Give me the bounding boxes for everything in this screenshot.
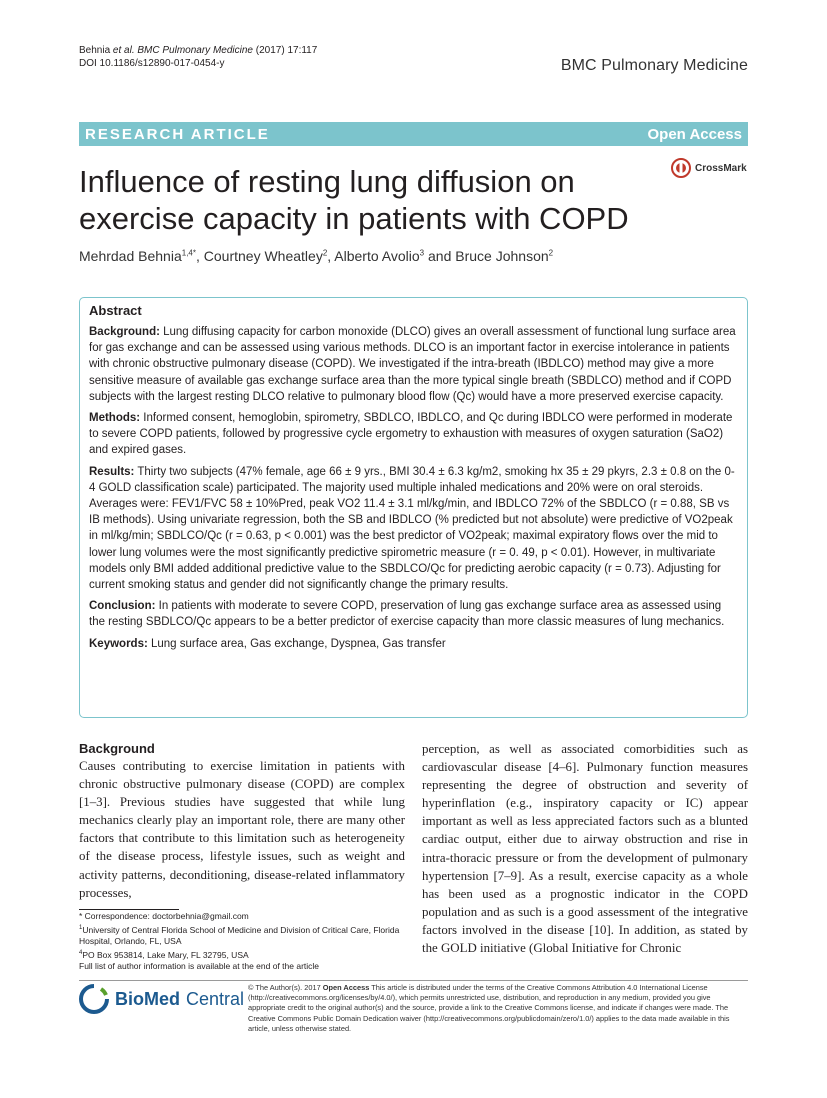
journal-name: BMC Pulmonary Medicine bbox=[560, 57, 748, 74]
footer-divider bbox=[79, 980, 748, 981]
body-paragraph: perception, as well as associated comorbidities such as cardiovascular disease [4–6]. Pulmonary function measures representing the degree of obstruction and severity of hyperinflation (e.g., inspiratory capacity or IC) appear important as well as less appreciated factors such as a blunted cardiac output, either due to airway obstruction and rise in intra-thoracic pressure or from the development of pulmonary hypertension [7–9]. As a result, exercise capacity as a whole has been used as a prognostic indicator in the COPD population and as such is a good assessment of the integrative factors involved in the disease [10]. In addition, as stated by the GOLD initiative (Global Initiative for Chronic bbox=[422, 742, 748, 956]
abstract-conclusion: Conclusion: In patients with moderate to severe COPD, preservation of lung gas exchange surface area as assessed using the resting SBDLCO/Qc appears to be a better predictor of exercise capacity than more classic measures of lung mechanics. bbox=[89, 600, 725, 629]
footnote-divider bbox=[79, 909, 179, 910]
open-access-label: Open Access bbox=[647, 125, 742, 143]
body-paragraph: Causes contributing to exercise limitation in patients with chronic obstructive pulmonary disease (COPD) are complex [1–3]. Previous studies have suggested that while lung mechanics clearly play an important role, there are many other factors that contribute to this limitation such as heterogeneity of the disease process, lifestyle issues, such as weight and activity patterns, deconditioning, disease-related inflammatory processes, bbox=[79, 759, 405, 900]
biomed-central-logo-icon bbox=[79, 984, 109, 1014]
abstract-keywords: Keywords: Lung surface area, Gas exchange, Dyspnea, Gas transfer bbox=[89, 637, 446, 650]
crossmark-label: CrossMark bbox=[695, 162, 747, 174]
article-type-label: RESEARCH ARTICLE bbox=[85, 125, 270, 143]
footnotes bbox=[79, 911, 405, 973]
license-statement: © The Author(s). 2017 Open Access This article is distributed under the terms of the Creative Commons Attribution 4.0 International License (http://creativecommons.org/licenses/by/4.0/), which permits unrestricted use, distribution, and reproduction in any medium, provided you give appropriate credit to the original author(s) and the source, provide a link to the Creative Commons license, and indicate if changes were made. The Creative Commons Public Domain Dedication waiver (http://creativecommons.org/publicdomain/zero/1.0/) applies to the data made available in this article, unless otherwise stated. bbox=[248, 983, 730, 1033]
article-title: Influence of resting lung diffusion on exercise capacity in patients with COPD bbox=[79, 164, 629, 236]
author-list: Mehrdad Behnia$^{1,4*}$, Courtney Wheatley$^2$, Alberto Avolio$^3$ and Bruce Johnson$^2$ bbox=[79, 248, 554, 264]
affiliation-4: $^4$PO Box 953814, Lake Mary, FL 32795, USA bbox=[79, 949, 249, 960]
citation-line-1: Behnia et al. BMC Pulmonary Medicine (2017) 17:117 bbox=[79, 45, 318, 56]
crossmark-badge[interactable] bbox=[671, 158, 747, 178]
logo-text-light: Central bbox=[186, 988, 245, 1009]
logo-text-bold: BioMed bbox=[115, 988, 180, 1009]
author-name: Mehrdad Behnia bbox=[79, 248, 182, 264]
author-name: , Courtney Wheatley bbox=[195, 248, 323, 264]
body-column-right bbox=[422, 740, 748, 957]
crossmark-icon bbox=[671, 158, 691, 178]
abstract-methods: Methods: Informed consent, hemoglobin, spirometry, SBDLCO, IBDLCO, and Qc during IBDLCO were performed in moderate to severe COPD patients, followed by progressive cycle ergometry to exhaustion with measures of oxygen saturation (SaO2) and expired gases. bbox=[89, 412, 733, 457]
abstract-heading: Abstract bbox=[89, 303, 142, 318]
abstract-results: Results: Thirty two subjects (47% female, age 66 ± 9 yrs., BMI 30.4 ± 6.3 kg/m2, smoking hx 35 ± 29 pkyrs, 2.3 ± 0.8 on the 0-4 GOLD classification scale) participated. The majority used multiple inhaled medications and 20% were on oral steroids. Averages were: FEV1/FVC 58 ± 10%Pred, peak VO2 11.4 ± 3.1 ml/kg/min, and IBDLCO 72% of the SBDLCO (r = 0.88, SB vs IB methods). Using univariate regression, both the SB and IBDLCO (% predicted but not absolute) were predictive of VO2peak in ml/kg/min; SBDLCO/Qc (r = 0.63, p < 0.001) was the best predictor of VO2peak; maximal expiratory flows over the mid to lower lung volumes were the most significantly predictive spirometric measure (r = 0. 49, p < 0.01). However, in multivariate models only BMI added additional predictive value to the SBDLCO/Qc for predicting aerobic capacity (r = 0.73). Adjusting for current smoking status and gender did not significantly change the primary results. bbox=[89, 465, 735, 592]
article-banner bbox=[79, 122, 748, 146]
citation-block bbox=[79, 44, 317, 70]
author-name: , Alberto Avolio bbox=[327, 248, 420, 264]
section-heading-background: Background bbox=[79, 741, 155, 756]
author-info-note: Full list of author information is available at the end of the article bbox=[79, 961, 320, 972]
author-name: and Bruce Johnson bbox=[424, 248, 549, 264]
abstract-box bbox=[79, 297, 748, 718]
body-column-left bbox=[79, 740, 405, 902]
abstract-background: Background: Lung diffusing capacity for carbon monoxide (DLCO) gives an overall assessment of functional lung surface area for gas exchange and can be assessed using various methods. DLCO is an important factor in exercise intolerance in patients with chronic obstructive pulmonary disease (COPD). We investigated if the intra-breath (IBDLCO) method may give a more sensitive measure of available gas exchange surface area than the more typical single breath (SBDLCO) method and if COPD subjects with the largest resting DLCO relative to pulmonary blood flow (Qc) would have a more preserved exercise capacity. bbox=[89, 326, 736, 403]
biomed-central-logo[interactable] bbox=[79, 984, 244, 1014]
doi-line[interactable]: DOI 10.1186/s12890-017-0454-y bbox=[79, 58, 225, 69]
correspondence-note[interactable]: * Correspondence: doctorbehnia@gmail.com bbox=[79, 911, 249, 921]
affiliation-1: $^1$University of Central Florida School of Medicine and Division of Critical Care, Florida Hospital, Orlando, FL, USA bbox=[79, 924, 400, 947]
